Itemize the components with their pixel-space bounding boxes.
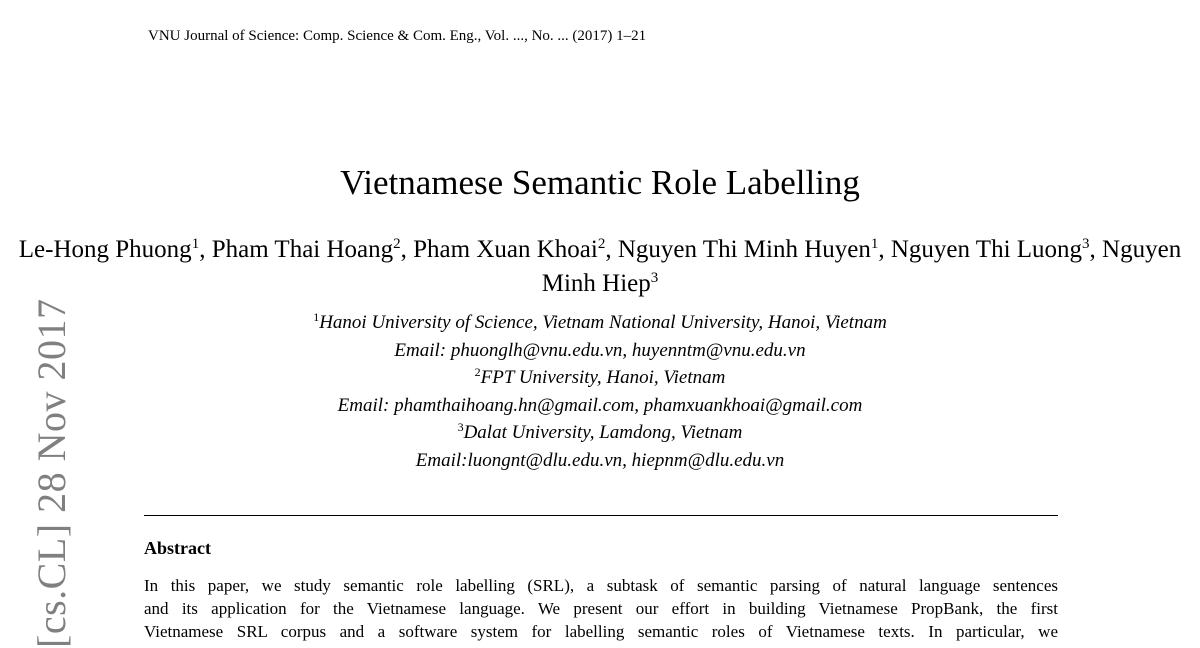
affiliation-email-line	[0, 392, 1200, 420]
author-name: Nguyen Minh Hiep	[541, 236, 1182, 297]
author-separator: ,	[605, 236, 618, 263]
arxiv-margin-stamp: [cs.CL] 28 Nov 2017	[29, 298, 74, 648]
abstract-line: In this paper, we study semantic role labelling (SRL), a subtask of semantic parsing of natural language sentences	[144, 576, 1058, 595]
affiliation-line	[0, 364, 1200, 392]
author-affiliation-mark: 1	[191, 236, 200, 252]
author-name: Pham Thai Hoang	[211, 236, 394, 263]
affiliation-text: Email: phuonglh@vnu.edu.vn, huyenntm@vnu.edu.vn	[394, 339, 806, 361]
affiliation-text: FPT University, Hanoi, Vietnam	[480, 367, 726, 388]
abstract-heading: Abstract	[144, 538, 211, 558]
author-separator: ,	[199, 236, 212, 263]
author-name: Nguyen Thi Minh Huyen	[617, 236, 871, 263]
author-affiliation-mark: 1	[870, 236, 879, 252]
author-name: Pham Xuan Khoai	[413, 236, 598, 263]
abstract-line: Vietnamese SRL corpus and a software system for labelling semantic roles of Vietnamese texts. In particular, we	[144, 622, 1058, 641]
affiliation-line	[0, 419, 1200, 447]
author-name: Nguyen Thi Luong	[890, 236, 1083, 263]
author-separator: ,	[1089, 236, 1103, 263]
affiliation-block	[0, 309, 1200, 474]
author-name: Le-Hong Phuong	[18, 236, 192, 263]
affiliation-line	[0, 309, 1200, 337]
affiliation-number: 3	[457, 420, 464, 434]
affiliation-email-line	[0, 337, 1200, 365]
abstract-line: and its application for the Vietnamese language. We present our effort in building Vietnamese PropBank, the first	[144, 599, 1058, 618]
affiliation-text: Email: phamthaihoang.hn@gmail.com, phamxuankhoai@gmail.com	[337, 394, 863, 416]
affiliation-email-line	[0, 447, 1200, 475]
paper-title: Vietnamese Semantic Role Labelling	[340, 163, 860, 202]
journal-header: VNU Journal of Science: Comp. Science & Com. Eng., Vol. ..., No. ... (2017) 1–21	[148, 28, 647, 44]
author-list	[0, 233, 1200, 301]
abstract-body	[144, 574, 1058, 643]
affiliation-text: Email:luongnt@dlu.edu.vn, hiepnm@dlu.edu.vn	[415, 449, 785, 471]
affiliation-number: 1	[313, 310, 320, 324]
author-affiliation-mark: 2	[597, 236, 606, 252]
affiliation-number: 2	[474, 365, 481, 379]
author-separator: ,	[400, 236, 414, 263]
section-divider	[144, 515, 1058, 516]
affiliation-text: Hanoi University of Science, Vietnam National University, Hanoi, Vietnam	[319, 312, 887, 333]
author-affiliation-mark: 2	[393, 236, 401, 252]
author-separator: ,	[878, 236, 891, 263]
affiliation-text: Dalat University, Lamdong, Vietnam	[463, 422, 743, 443]
author-affiliation-mark: 3	[650, 270, 659, 286]
author-affiliation-mark: 3	[1082, 236, 1090, 252]
